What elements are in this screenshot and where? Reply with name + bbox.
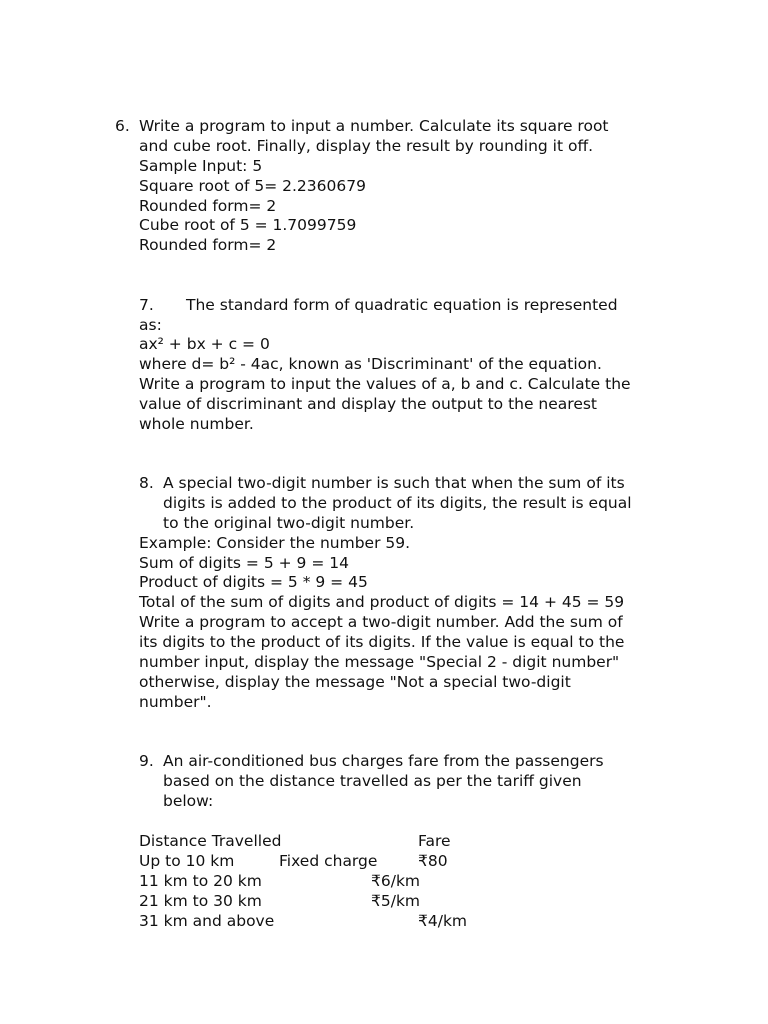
- question-text-line: otherwise, display the message "Not a special two-digit: [139, 673, 571, 691]
- question-text-line: digits is added to the product of its digits, the result is equal: [163, 494, 632, 512]
- question-text-line: Write a program to input a number. Calculate its square root: [139, 117, 609, 135]
- question-text-line: Product of digits = 5 * 9 = 45: [139, 573, 368, 591]
- tariff-row-distance: 11 km to 20 km: [139, 872, 262, 890]
- question-text-line: to the original two-digit number.: [163, 514, 415, 532]
- question-text-line: Sample Input: 5: [139, 157, 263, 175]
- question-number: 6.: [115, 117, 130, 135]
- question-text-line: where d= b² - 4ac, known as 'Discriminant' of the equation.: [139, 355, 602, 373]
- question-text-line: its digits to the product of its digits. If the value is equal to the: [139, 633, 625, 651]
- question-text-line: based on the distance travelled as per the tariff given: [163, 772, 582, 790]
- tariff-header-fare: Fare: [418, 832, 451, 850]
- question-text-line: Square root of 5= 2.2360679: [139, 177, 366, 195]
- question-text-line: number input, display the message "Special 2 - digit number": [139, 653, 620, 671]
- question-text-line: Sum of digits = 5 + 9 = 14: [139, 554, 349, 572]
- tariff-row-distance: 31 km and above: [139, 912, 275, 930]
- tariff-row-fare: ₹6/km: [371, 872, 421, 890]
- question-text-line: Example: Consider the number 59.: [139, 534, 411, 552]
- question-text-line: The standard form of quadratic equation is represented: [186, 296, 618, 314]
- question-text-line: An air-conditioned bus charges fare from the passengers: [163, 752, 604, 770]
- equation-line: ax² + bx + c = 0: [139, 335, 270, 353]
- tariff-row-distance: 21 km to 30 km: [139, 892, 262, 910]
- tariff-row-note: Fixed charge: [279, 852, 378, 870]
- question-text-line: Rounded form= 2: [139, 197, 277, 215]
- question-text-line: A special two-digit number is such that when the sum of its: [163, 474, 625, 492]
- question-number: 8.: [139, 474, 154, 492]
- question-text-line: below:: [163, 792, 214, 810]
- tariff-row-fare: ₹4/km: [418, 912, 468, 930]
- tariff-row-fare: ₹80: [418, 852, 448, 870]
- question-text-line: Cube root of 5 = 1.7099759: [139, 216, 357, 234]
- question-text-line: Rounded form= 2: [139, 236, 277, 254]
- tariff-row-fare: ₹5/km: [371, 892, 421, 910]
- question-text-line: whole number.: [139, 415, 254, 433]
- tariff-header-distance: Distance Travelled: [139, 832, 282, 850]
- question-text-line: and cube root. Finally, display the result by rounding it off.: [139, 137, 594, 155]
- question-text-line: as:: [139, 316, 162, 334]
- question-number: 9.: [139, 752, 154, 770]
- question-text-line: Write a program to input the values of a, b and c. Calculate the: [139, 375, 631, 393]
- question-number: 7.: [139, 296, 154, 314]
- tariff-row-distance: Up to 10 km: [139, 852, 235, 870]
- question-text-line: Total of the sum of digits and product of digits = 14 + 45 = 59: [139, 593, 625, 611]
- question-text-line: number".: [139, 693, 212, 711]
- question-text-line: value of discriminant and display the output to the nearest: [139, 395, 598, 413]
- question-text-line: Write a program to accept a two-digit number. Add the sum of: [139, 613, 623, 631]
